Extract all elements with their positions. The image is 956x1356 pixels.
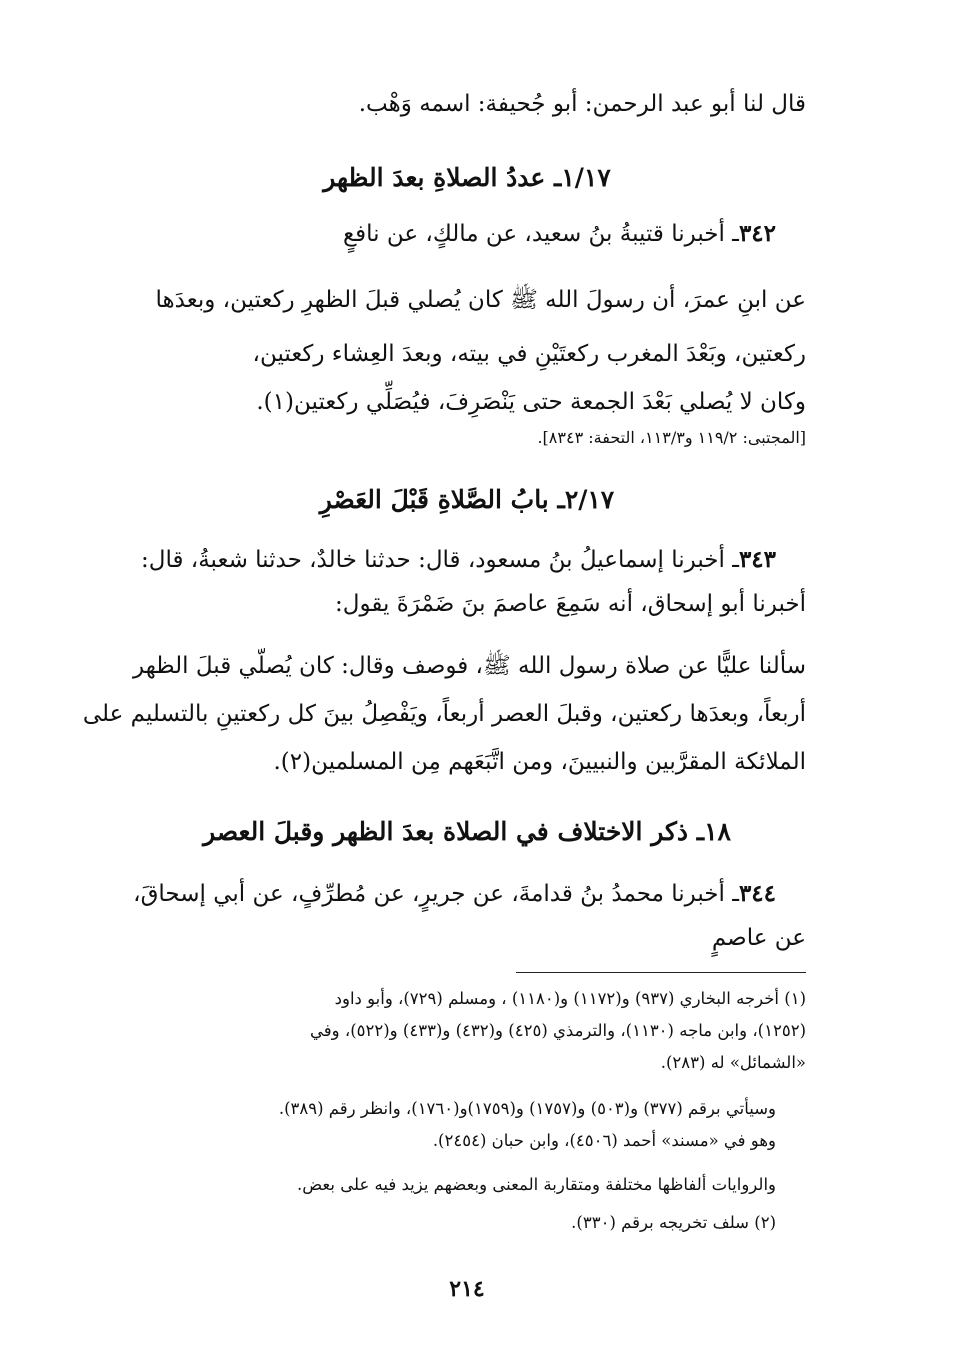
hadith-343-text-line1: سألنا عليًّا عن صلاة رسول الله ﷺ، فوصف وقال: كان يُصلّي قبلَ الظهر [133,653,806,679]
footnote-1-line2: (١٢٥٢)، وابن ماجه (١١٣٠)، والترمذي (٤٢٥) و(٤٣٢) و(٤٣٣) و(٥٢٢)، وفي [310,1021,806,1040]
hadith-344-isnad-line1 [128,872,806,916]
hadith-344-isnad-text: ـ أخبرنا محمدُ بنُ قدامةَ، عن جريرٍ، عن مُطرِّفٍ، عن أبي إسحاقَ، [133,881,739,907]
hadith-342-isnad-text: ـ أخبرنا قتيبةُ بنُ سعيد، عن مالكٍ، عن نافعٍ [342,221,739,247]
hadith-342-isnad [128,212,806,256]
footnote-1-line5: وهو في «مسند» أحمد (٤٥٠٦)، وابن حبان (٢٤٥٤). [432,1131,776,1150]
hadith-343-number: ٣٤٣ [738,546,776,573]
hadith-342-number: ٣٤٢ [738,220,776,247]
footnote-1-line3: «الشمائل» له (٢٨٣). [660,1053,806,1072]
hadith-344-number: ٣٤٤ [738,880,776,907]
hadith-342-text-line3: وكان لا يُصلي بَعْدَ الجمعة حتى يَنْصَرِفَ، فيُصَلِّي ركعتين(١). [256,389,806,415]
footnote-1-line6: والروايات ألفاظها مختلفة ومتقاربة المعنى وبعضهم يزيد فيه على بعض. [296,1175,776,1194]
hadith-343-text-line3: الملائكة المقرَّبين والنبيينَ، ومن اتَّبَعَهم مِن المسلمين(٢). [273,749,806,775]
page [82,0,806,1356]
heading-17-2: ٢/١٧ـ بابُ الصَّلاةِ قَبْلَ العَصْرِ [319,485,615,514]
hadith-343-isnad-line1 [128,538,806,582]
hadith-343-text-line2: أربعاً، وبعدَها ركعتين، وقبلَ العصر أربعاً، ويَفْصِلُ بينَ كل ركعتينِ بالتسليم على [82,701,806,727]
footnote-1-line4: وسيأتي برقم (٣٧٧) و(٥٠٣) و(١٧٥٧) و(١٧٥٩)و(١٧٦٠)، وانظر رقم (٣٨٩). [278,1099,776,1118]
heading-18: ١٨ـ ذكر الاختلاف في الصلاة بعدَ الظهر وقبلَ العصر [203,817,731,846]
hadith-342-text-line1: عن ابنِ عمرَ، أن رسولَ الله ﷺ كان يُصلي قبلَ الظهرِ ركعتين، وبعدَها [155,287,806,313]
page-number: ٢١٤ [449,1276,485,1302]
footnote-separator [516,972,806,973]
top-line: قال لنا أبو عبد الرحمن: أبو جُحيفة: اسمه وَهْب. [358,91,806,117]
hadith-344-isnad-line2: عن عاصمٍ [711,925,806,951]
hadith-342-source: [المجتبى: ١١٩/٢ و١١٣/٣، التحفة: ٨٣٤٣]. [537,428,806,447]
footnote-1-line1: (١) أخرجه البخاري (٩٣٧) و(١١٧٢) و(١١٨٠) ، ومسلم (٧٢٩)، وأبو داود [334,989,806,1008]
footnote-2: (٢) سلف تخريجه برقم (٣٣٠). [571,1213,776,1232]
hadith-343-isnad-text: ـ أخبرنا إسماعيلُ بنُ مسعود، قال: حدثنا خالدٌ، حدثنا شعبةُ، قال: [141,547,739,573]
heading-17-1: ١/١٧ـ عددُ الصلاةِ بعدَ الظهر [323,163,611,192]
hadith-342-text-line2: ركعتين، وبَعْدَ المغرب ركعتَيْنِ في بيته، وبعدَ العِشاء ركعتين، [252,341,806,367]
hadith-343-isnad-line2: أخبرنا أبو إسحاق، أنه سَمِعَ عاصمَ بنَ ضَمْرَةَ يقول: [335,591,806,617]
